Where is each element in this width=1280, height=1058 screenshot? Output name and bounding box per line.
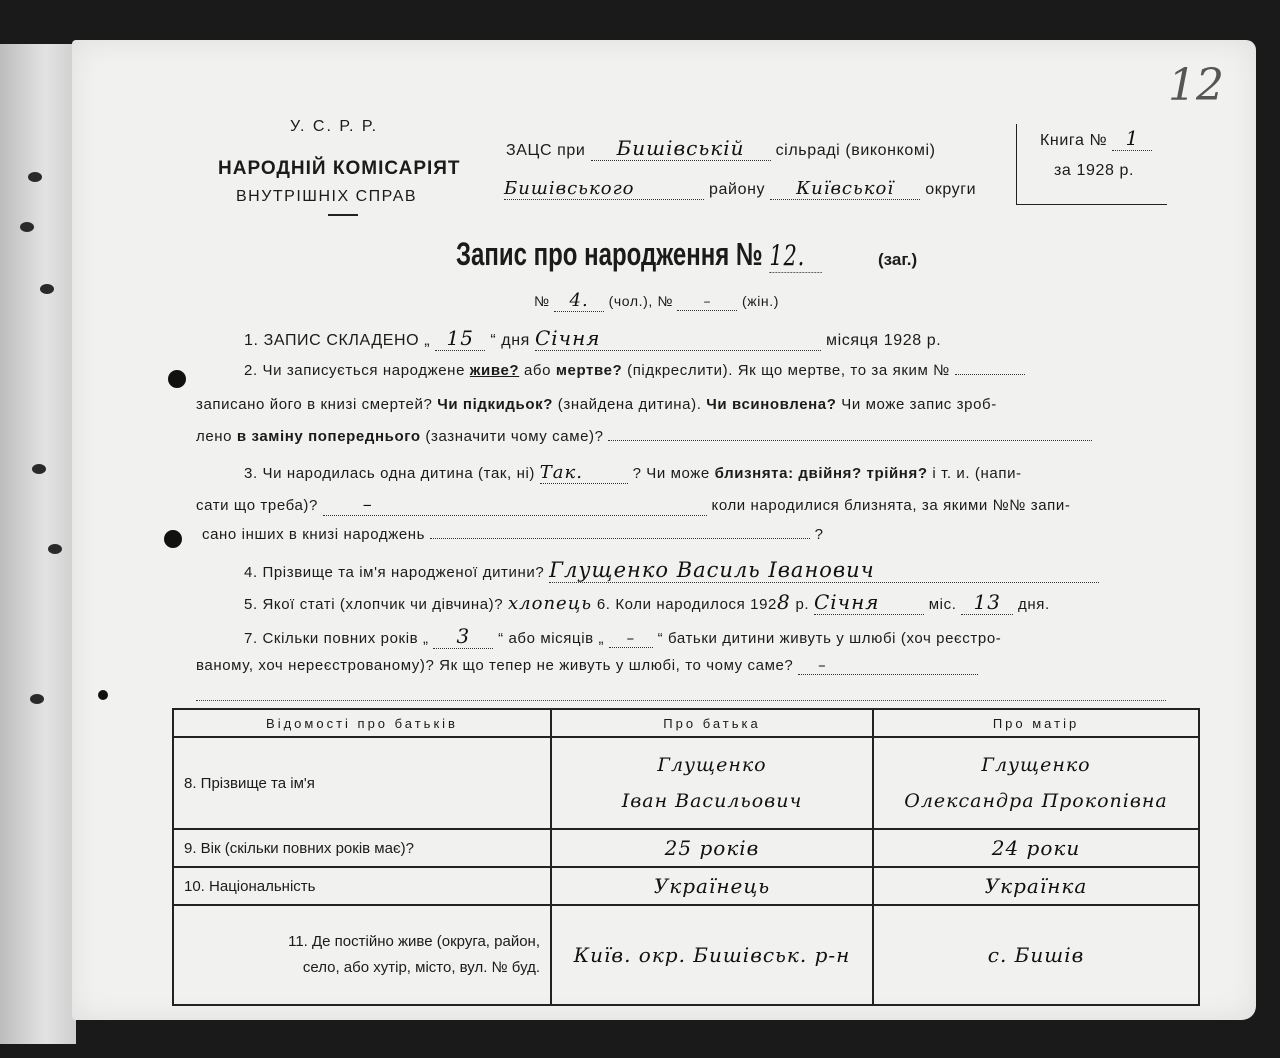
address-label-1: 11. Де постійно живе (округа, район, [288, 933, 540, 950]
q2-text-g: (зазначити чому саме)? [425, 428, 604, 445]
mother-age: 24 роки [873, 829, 1199, 867]
q3-text-b: ? Чи може [632, 465, 710, 482]
q2-replace: в заміну попереднього [236, 428, 421, 445]
ussr-heading: У. С. Р. Р. [290, 118, 379, 135]
q3-fill [430, 538, 810, 539]
okruga-value: Київської [770, 178, 920, 200]
q5-label: 5. Якої статі (хлопчик чи дівчина)? [244, 596, 504, 613]
row-label-address [173, 905, 551, 1005]
q1-suffix: місяця 1928 р. [826, 332, 942, 349]
title-suffix: (заг.) [878, 250, 918, 269]
q6-day: 13 [961, 590, 1013, 615]
subnum-line [534, 290, 779, 312]
left-page [0, 44, 76, 1044]
q7-years: 3 [433, 624, 493, 649]
q4-answer: Глущенко Василь Іванович [549, 558, 1099, 583]
binding-hole [48, 544, 62, 554]
raion-line [504, 178, 976, 200]
q3-line2 [196, 494, 1070, 516]
table-row [173, 905, 1199, 1005]
q3-answer: Так. [540, 462, 628, 484]
q2-line1 [244, 362, 1025, 379]
q4-line [244, 558, 1099, 583]
q6-year-digit: 8 [776, 590, 791, 614]
father-given-name: Іван Васильович [621, 790, 803, 812]
book-number-line [1040, 126, 1152, 151]
book-year: за 1928 р. [1054, 162, 1135, 179]
q7-months: – [609, 629, 653, 648]
header-father: Про батька [551, 709, 873, 737]
q5-line [244, 590, 1050, 615]
q1-label: 1. ЗАПИС СКЛАДЕНО „ [244, 332, 431, 349]
q7-text-b: “ або місяців „ [498, 630, 605, 647]
q6-r-label: р. [795, 596, 810, 613]
selrada-label: сільраді (виконкомі) [775, 142, 936, 159]
zags-prefix: ЗАЦС при [506, 142, 586, 159]
raion-label: району [709, 181, 766, 198]
male-number: 4. [554, 290, 604, 312]
q3-text-e: коли народилися близнята, за якими №№ запи- [711, 497, 1071, 514]
q3-twins: близнята: двійня? трійня? [714, 465, 928, 482]
q2-line2 [196, 396, 997, 413]
header-mother: Про матір [873, 709, 1199, 737]
q2-text: 2. Чи записується народжене [244, 362, 466, 379]
q6-day-label: дня. [1018, 596, 1050, 613]
q2-text-e: Чи може запис зроб- [841, 396, 997, 413]
q3-text-c: і т. и. (напи- [932, 465, 1022, 482]
row-label: 9. Вік (скільки повних років має)? [173, 829, 551, 867]
q3-twins-answer: – [323, 494, 707, 516]
binding-hole [28, 172, 42, 182]
q7-answer: – [798, 656, 978, 675]
q1-day-label: “ дня [490, 332, 530, 349]
q2-text-c: записано його в книзі смертей? [196, 396, 433, 413]
punch-hole [98, 690, 108, 700]
q2-text-b: (підкреслити). Як що мертве, то за яким № [627, 362, 950, 379]
father-age: 25 років [551, 829, 873, 867]
mother-surname: Глущенко [981, 754, 1091, 776]
punch-hole [168, 370, 186, 388]
table-row [173, 829, 1199, 867]
q5-answer: хлопець [508, 593, 593, 614]
mother-name-cell [873, 737, 1199, 829]
q7-text-d: ваному, хоч нереєстрованому)? Як що тепер не живуть у шлюбі, то чому саме? [196, 657, 794, 674]
record-page [72, 40, 1256, 1020]
heading-divider [328, 214, 358, 216]
mother-given-name: Олександра Прокопівна [904, 790, 1168, 812]
q3-text-f: сано інших в книзі народжень [202, 526, 426, 543]
row-label: 10. Національність [173, 867, 551, 905]
q3-text: 3. Чи народилась одна дитина (так, ні) [244, 465, 535, 482]
binding-hole [32, 464, 46, 474]
binding-hole [30, 694, 44, 704]
binding-hole [20, 222, 34, 232]
table-row [173, 867, 1199, 905]
punch-hole [164, 530, 182, 548]
q7-line1 [244, 624, 1001, 649]
corner-number: 12 [1168, 60, 1224, 111]
female-number: – [677, 294, 737, 311]
father-name-cell [551, 737, 873, 829]
q2-foundling: Чи підкидьок? [437, 396, 553, 413]
okruga-label: округи [925, 181, 977, 198]
book-label: Книга № [1040, 132, 1108, 149]
q3-text-d: сати що треба)? [196, 497, 318, 514]
subnum-no: № [534, 293, 550, 309]
q7-text: 7. Скільки повних років „ [244, 630, 429, 647]
father-nationality: Українець [551, 867, 873, 905]
record-title [456, 236, 822, 273]
q4-label: 4. Прізвище та ім'я народженої дитини? [244, 564, 545, 581]
mother-nationality: Українка [873, 867, 1199, 905]
q1-line [244, 326, 941, 351]
q3-line3 [202, 526, 824, 543]
father-address: Київ. окр. Бишівськ. р-н [551, 905, 873, 1005]
father-surname: Глущенко [657, 754, 767, 776]
header-info: Відомості про батьків [173, 709, 551, 737]
commissariat-heading: НАРОДНІЙ КОМІСАРІЯТ [218, 158, 461, 179]
table-header-row [173, 709, 1199, 737]
q2-dead: мертве? [555, 362, 623, 379]
q7-text-c: “ батьки дитини живуть у шлюбі (хоч реєстро- [657, 630, 1002, 647]
book-number: 1 [1112, 126, 1152, 151]
address-label-2: село, або хутір, місто, вул. № буд. [302, 959, 540, 976]
q6-mis-label: міс. [928, 596, 957, 613]
q3-line1 [244, 462, 1022, 484]
q3-text-g: ? [814, 526, 824, 543]
female-label: (жін.) [741, 293, 780, 309]
q2-or: або [523, 362, 552, 379]
q1-month: Січня [535, 326, 821, 351]
table-row [173, 737, 1199, 829]
record-number: 12. [769, 239, 822, 273]
q2-fill [955, 374, 1025, 375]
male-label: (чол.), № [608, 293, 673, 309]
selrada-value: Бишівській [591, 136, 771, 161]
q2-line3 [196, 428, 1092, 445]
q2-text-f: лено [196, 428, 233, 445]
q6-label: 6. Коли народилося 192 [596, 596, 777, 613]
zags-line [506, 136, 936, 161]
q7-line2 [196, 656, 978, 675]
q2-alive: живе? [469, 362, 520, 379]
q2-fill-2 [608, 440, 1092, 441]
title-text: Запис про народження № [456, 236, 763, 272]
q1-day: 15 [435, 326, 485, 351]
q7-fill-line [196, 700, 1166, 701]
q2-adopted: Чи всиновлена? [706, 396, 837, 413]
q6-month: Січня [814, 590, 924, 615]
mother-address: с. Бишів [873, 905, 1199, 1005]
parents-table [172, 708, 1200, 1006]
binding-hole [40, 284, 54, 294]
raion-value: Бишівського [504, 178, 704, 200]
q2-text-d: (знайдена дитина). [557, 396, 702, 413]
dept-heading: ВНУТРІШНІХ СПРАВ [236, 188, 418, 205]
row-label: 8. Прізвище та ім'я [173, 737, 551, 829]
